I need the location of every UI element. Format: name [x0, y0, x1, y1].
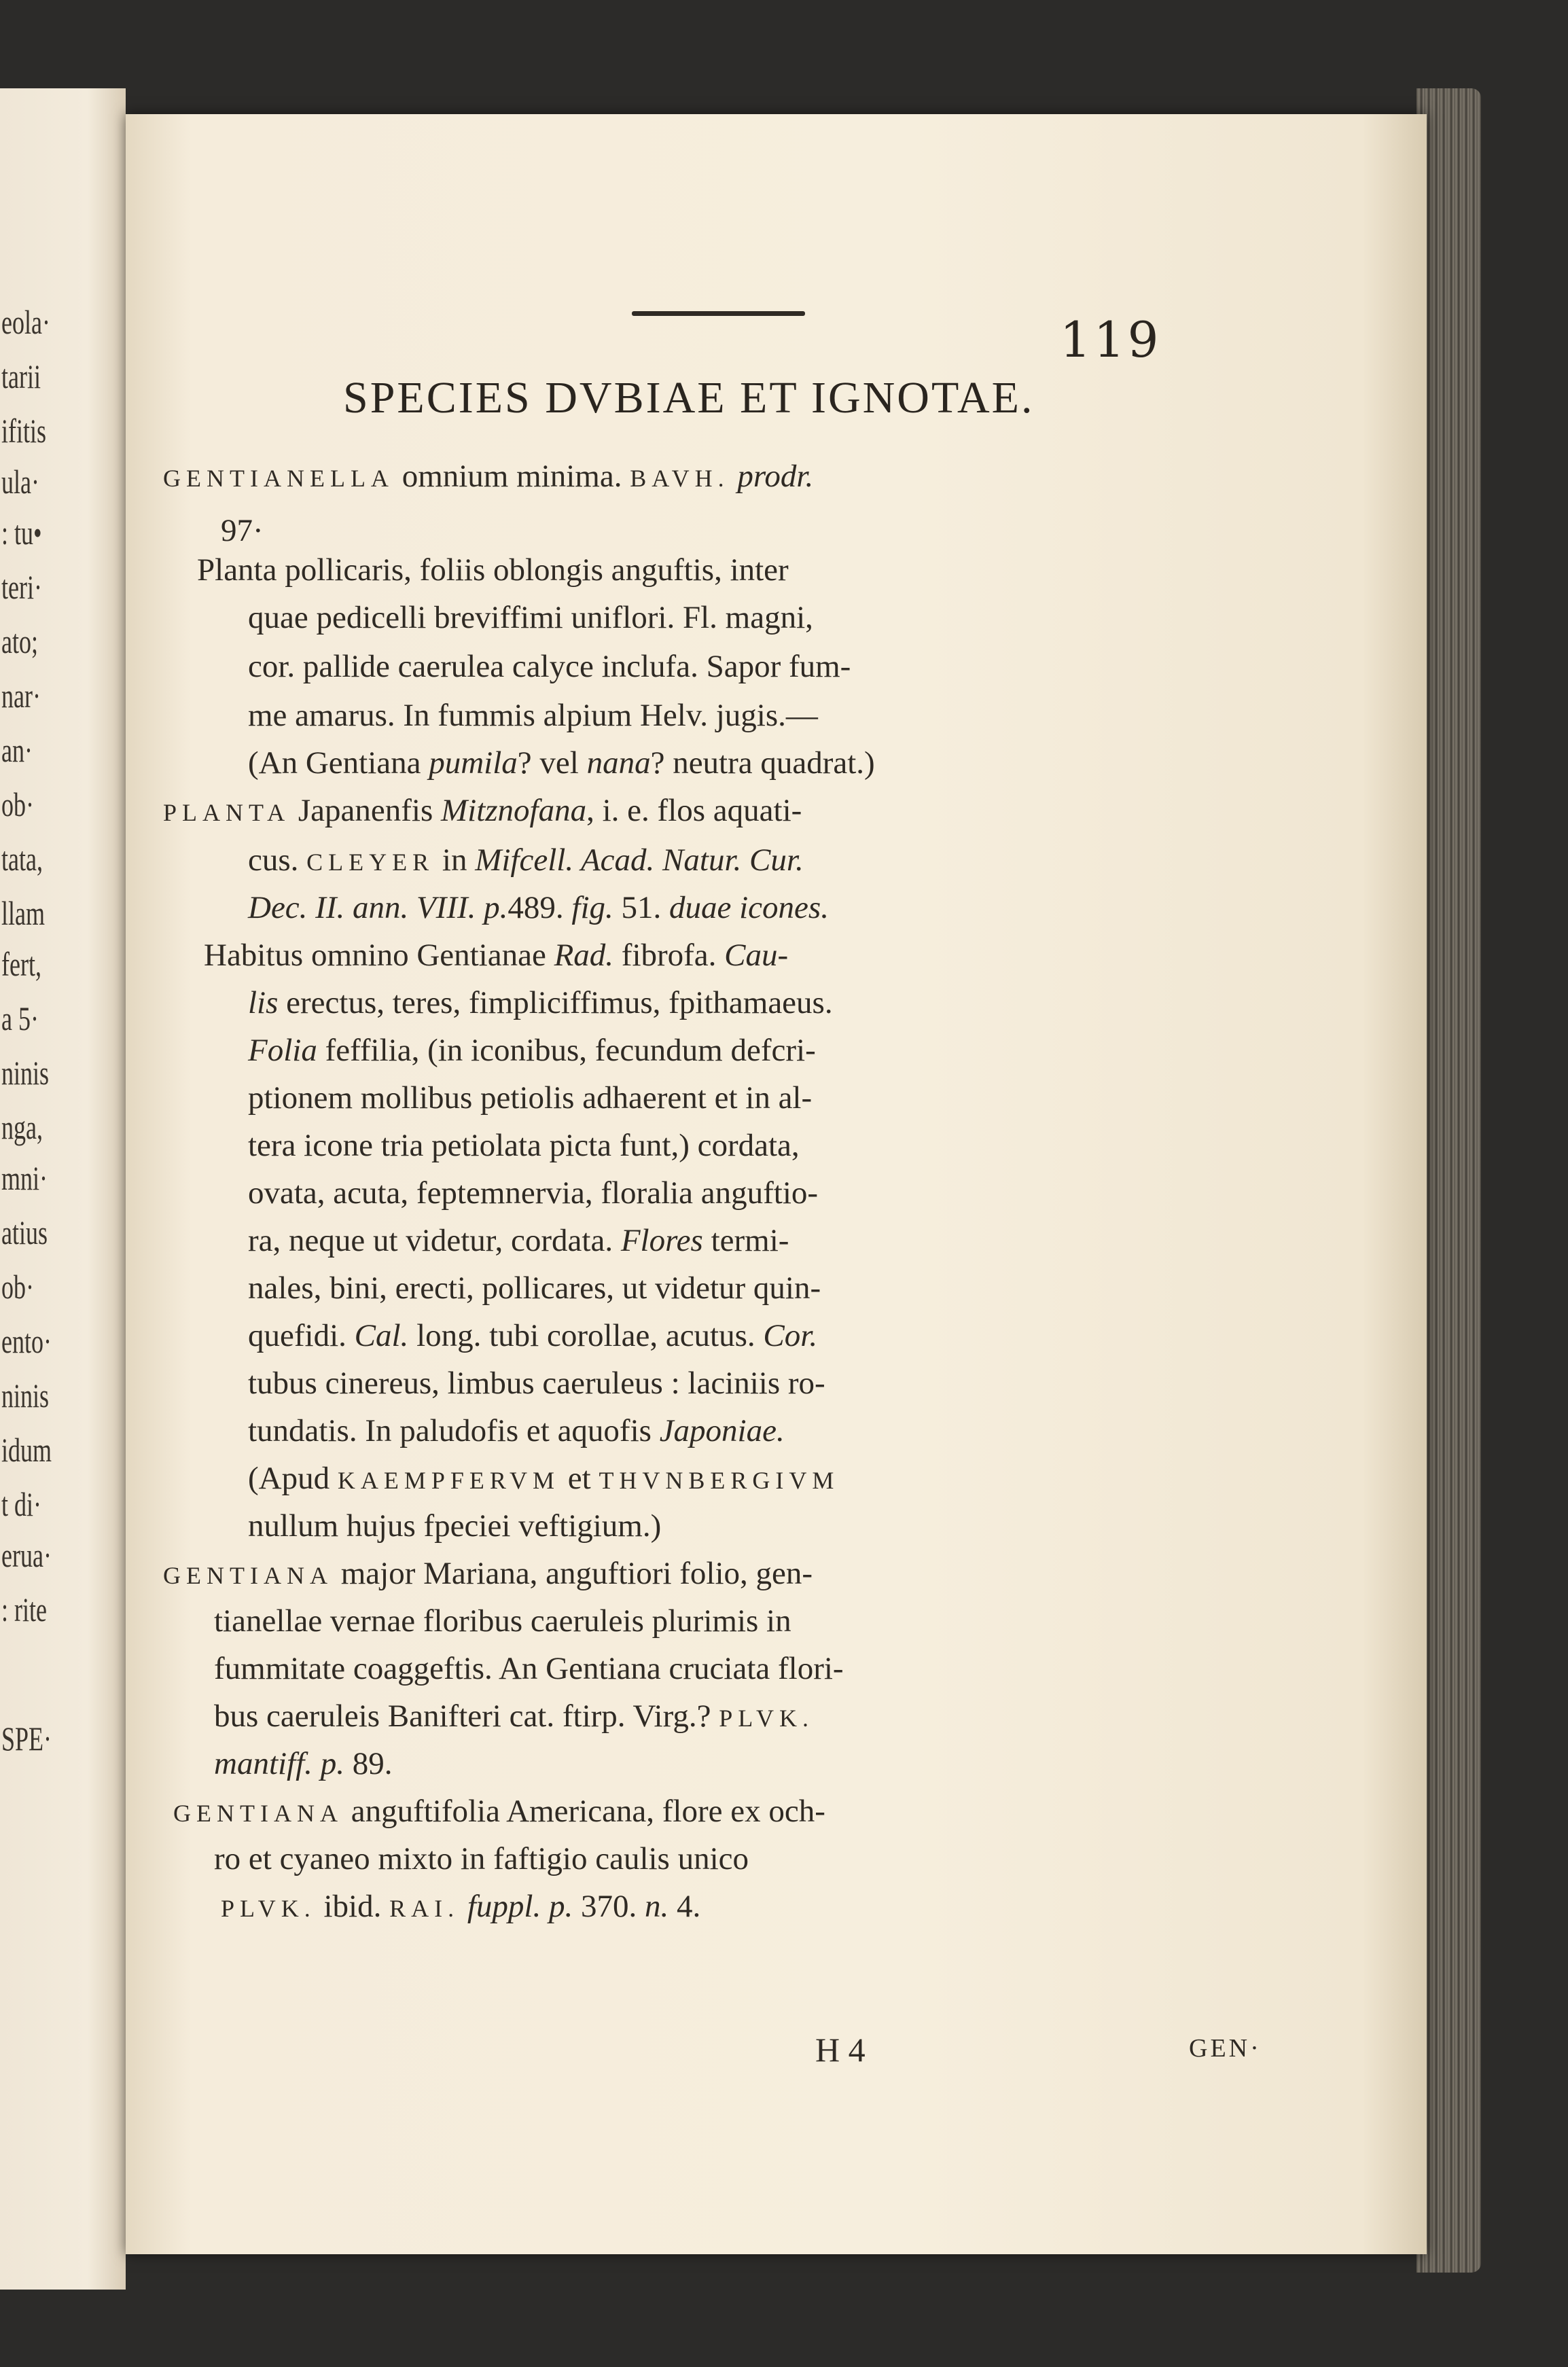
left-page-fragment: ninis	[1, 1054, 50, 1092]
italic-text: duae icones.	[669, 890, 829, 925]
small-caps-name: BAVH.	[630, 465, 730, 492]
text-line	[204, 940, 788, 972]
left-page-fragment: ifitis	[1, 412, 47, 450]
text-run: nullum hujus fpeciei veftigium.)	[248, 1508, 662, 1544]
left-page-fragment: ninis	[1, 1376, 50, 1414]
text-run: quae pedicelli breviffimi uniflori. Fl. magni,	[248, 600, 813, 635]
text-line	[221, 1891, 700, 1923]
left-page-fragment: fert,	[1, 945, 41, 983]
italic-text: Japoniae.	[659, 1413, 785, 1448]
text-run: fummitate coaggeftis. An Gentiana cruciata flori-	[214, 1651, 844, 1686]
text-run: major Mariana, anguftiori folio, gen-	[332, 1556, 813, 1591]
text-line	[173, 1796, 825, 1828]
text-line	[248, 602, 813, 634]
left-page-fragment: SPE·	[1, 1720, 52, 1758]
italic-text: mantiff.	[214, 1746, 313, 1781]
text-line	[248, 1270, 821, 1306]
left-page-fragment: ob·	[1, 1268, 34, 1306]
text-run: (An Gentiana	[248, 745, 429, 781]
text-run: tianellae vernae floribus caeruleis plurimis in	[214, 1603, 791, 1639]
italic-text: pumila	[429, 745, 518, 781]
text-run: Habitus omnino Gentianae	[204, 938, 554, 973]
text-line	[214, 1698, 814, 1734]
italic-text: fig.	[571, 890, 613, 925]
text-run: termi-	[702, 1223, 789, 1258]
left-page-fragment: mni·	[1, 1159, 48, 1197]
italic-text: Mifcell. Acad. Natur. Cur.	[475, 842, 804, 878]
small-caps-name: PLVK.	[221, 1895, 316, 1922]
text-run: cus.	[248, 842, 307, 878]
text-line	[248, 844, 804, 876]
italic-text: Dec. II. ann. VIII. p.	[248, 890, 508, 925]
italic-text: fuppl. p.	[467, 1889, 573, 1924]
text-line	[214, 1748, 392, 1780]
text-run: tera icone tria petiolata picta funt,) cordata,	[248, 1128, 800, 1163]
left-page-fragment: teri·	[1, 568, 42, 606]
text-run: 370.	[573, 1889, 645, 1924]
text-line	[248, 1177, 818, 1209]
italic-text: Mitznofana	[441, 793, 587, 828]
italic-text: Flores	[620, 1223, 703, 1258]
page-number: 119	[1060, 311, 1162, 368]
small-caps-name: RAI.	[389, 1895, 460, 1922]
small-caps-name: GENTIANA	[163, 1562, 333, 1589]
text-line	[248, 651, 851, 683]
italic-text: Folia	[248, 1033, 317, 1068]
italic-text: lis	[248, 985, 279, 1020]
catchword: GEN·	[1189, 2034, 1262, 2063]
text-run: quefidi.	[248, 1318, 355, 1353]
small-caps-name: GENTIANELLA	[163, 465, 394, 492]
small-caps-name: CLEYER	[306, 849, 435, 876]
text-run: 51.	[613, 890, 670, 925]
left-page-fragment: nar·	[1, 677, 41, 715]
text-line	[163, 795, 802, 827]
left-page-fragment: ato;	[1, 622, 38, 660]
left-page-edge	[0, 88, 126, 2290]
text-run: tubus cinereus, limbus caeruleus : laciniis ro-	[248, 1366, 825, 1401]
text-line	[214, 1843, 749, 1875]
small-caps-name: PLVK.	[719, 1705, 814, 1732]
text-line	[248, 1225, 789, 1257]
italic-text: prodr.	[729, 459, 814, 494]
text-run: Japanenfis	[290, 793, 441, 828]
text-line	[248, 1082, 812, 1114]
italic-text: Cau-	[724, 938, 789, 973]
text-run: feffilia, (in iconibus, fecundum defcri-	[317, 1033, 816, 1068]
text-line	[248, 1463, 839, 1495]
book-page	[126, 114, 1427, 2254]
text-run: ovata, acuta, feptemnervia, floralia anguftio-	[248, 1175, 819, 1211]
text-run: bus caeruleis Banifteri cat. ftirp. Virg.?	[214, 1698, 719, 1734]
text-run: anguftifolia Americana, flore ex och-	[342, 1794, 825, 1829]
left-page-fragment: llam	[1, 894, 45, 932]
text-line	[248, 892, 829, 924]
left-page-fragment: erua·	[1, 1536, 52, 1574]
text-run: nales, bini, erecti, pollicares, ut videtur quin-	[248, 1270, 821, 1306]
section-title: SPECIES DVBIAE ET IGNOTAE.	[343, 373, 1035, 423]
text-run: cor. pallide caerulea calyce inclufa. Sapor fum-	[248, 649, 851, 684]
text-line	[248, 1320, 817, 1352]
text-run: omnium minima.	[393, 459, 630, 494]
text-run: Planta pollicaris, foliis oblongis anguftis, inter	[197, 552, 789, 588]
text-line	[248, 1510, 661, 1542]
left-page-fragment: an·	[1, 731, 33, 769]
text-line	[221, 515, 264, 547]
text-line	[248, 987, 833, 1019]
small-caps-name: PLANTA	[163, 799, 291, 826]
left-page-fragment: t di·	[1, 1485, 41, 1523]
left-page-fragment: eola·	[1, 303, 50, 341]
left-page-fragment: : rite	[1, 1590, 47, 1629]
text-line	[248, 1415, 785, 1447]
text-line	[163, 461, 813, 493]
text-run: in	[434, 842, 476, 878]
text-run: (Apud	[248, 1461, 338, 1496]
left-page-fragment: ob·	[1, 785, 34, 823]
text-run: long. tubi corollae, acutus.	[408, 1318, 764, 1353]
text-run: 489.	[507, 890, 572, 925]
text-run: ra, neque ut videtur, cordata.	[248, 1223, 621, 1258]
italic-text: n.	[644, 1889, 669, 1924]
left-page-fragment: atius	[1, 1213, 48, 1251]
text-run: 89.	[344, 1746, 393, 1781]
text-run: ? vel	[517, 745, 587, 781]
text-line	[248, 700, 818, 732]
text-line	[248, 1368, 825, 1400]
text-line	[214, 1653, 844, 1685]
text-run: me amarus. In fummis alpium Helv. jugis.—	[248, 698, 818, 733]
text-run: ptionem mollibus petiolis adhaerent et in al-	[248, 1080, 813, 1116]
left-page-fragment: tarii	[1, 357, 41, 395]
left-page-fragment: nga,	[1, 1108, 43, 1146]
header-rule	[632, 311, 805, 316]
text-line	[248, 747, 875, 779]
left-page-fragment: tata,	[1, 840, 43, 878]
text-run: 4.	[669, 1889, 701, 1924]
text-run: ro et cyaneo mixto in faftigio caulis unico	[214, 1841, 749, 1876]
italic-text: p.	[320, 1746, 344, 1781]
left-page-fragment: idum	[1, 1431, 52, 1469]
italic-text: Cal.	[354, 1318, 409, 1353]
text-line	[248, 1130, 800, 1162]
left-page-fragment: a 5·	[1, 999, 39, 1037]
text-line	[163, 1558, 813, 1590]
italic-text: Cor.	[763, 1318, 818, 1353]
small-caps-name: GENTIANA	[173, 1800, 343, 1827]
text-run: ? neutra quadrat.)	[650, 745, 875, 781]
left-page-fragment: ento·	[1, 1322, 52, 1360]
signature-mark: H 4	[815, 2031, 866, 2069]
text-run	[313, 1746, 321, 1781]
italic-text: nana	[586, 745, 651, 781]
text-run: et	[560, 1461, 599, 1496]
text-run: tundatis. In paludofis et aquofis	[248, 1413, 660, 1448]
text-line	[248, 1035, 816, 1067]
text-run	[459, 1889, 467, 1924]
text-line	[197, 554, 789, 586]
small-caps-name: THVNBERGIVM	[599, 1467, 840, 1494]
text-run: 97·	[221, 513, 264, 548]
text-run: ibid.	[315, 1889, 390, 1924]
italic-text: Rad.	[554, 938, 614, 973]
text-line	[214, 1605, 791, 1637]
text-run: erectus, teres, fimpliciffimus, fpithamaeus.	[278, 985, 833, 1020]
small-caps-name: KAEMPFERVM	[337, 1467, 560, 1494]
left-page-fragment: ula·	[1, 463, 39, 501]
left-page-fragment: : tu•	[1, 514, 42, 552]
text-run: , i. e. flos aquati-	[586, 793, 802, 828]
text-run: fibrofa.	[613, 938, 725, 973]
